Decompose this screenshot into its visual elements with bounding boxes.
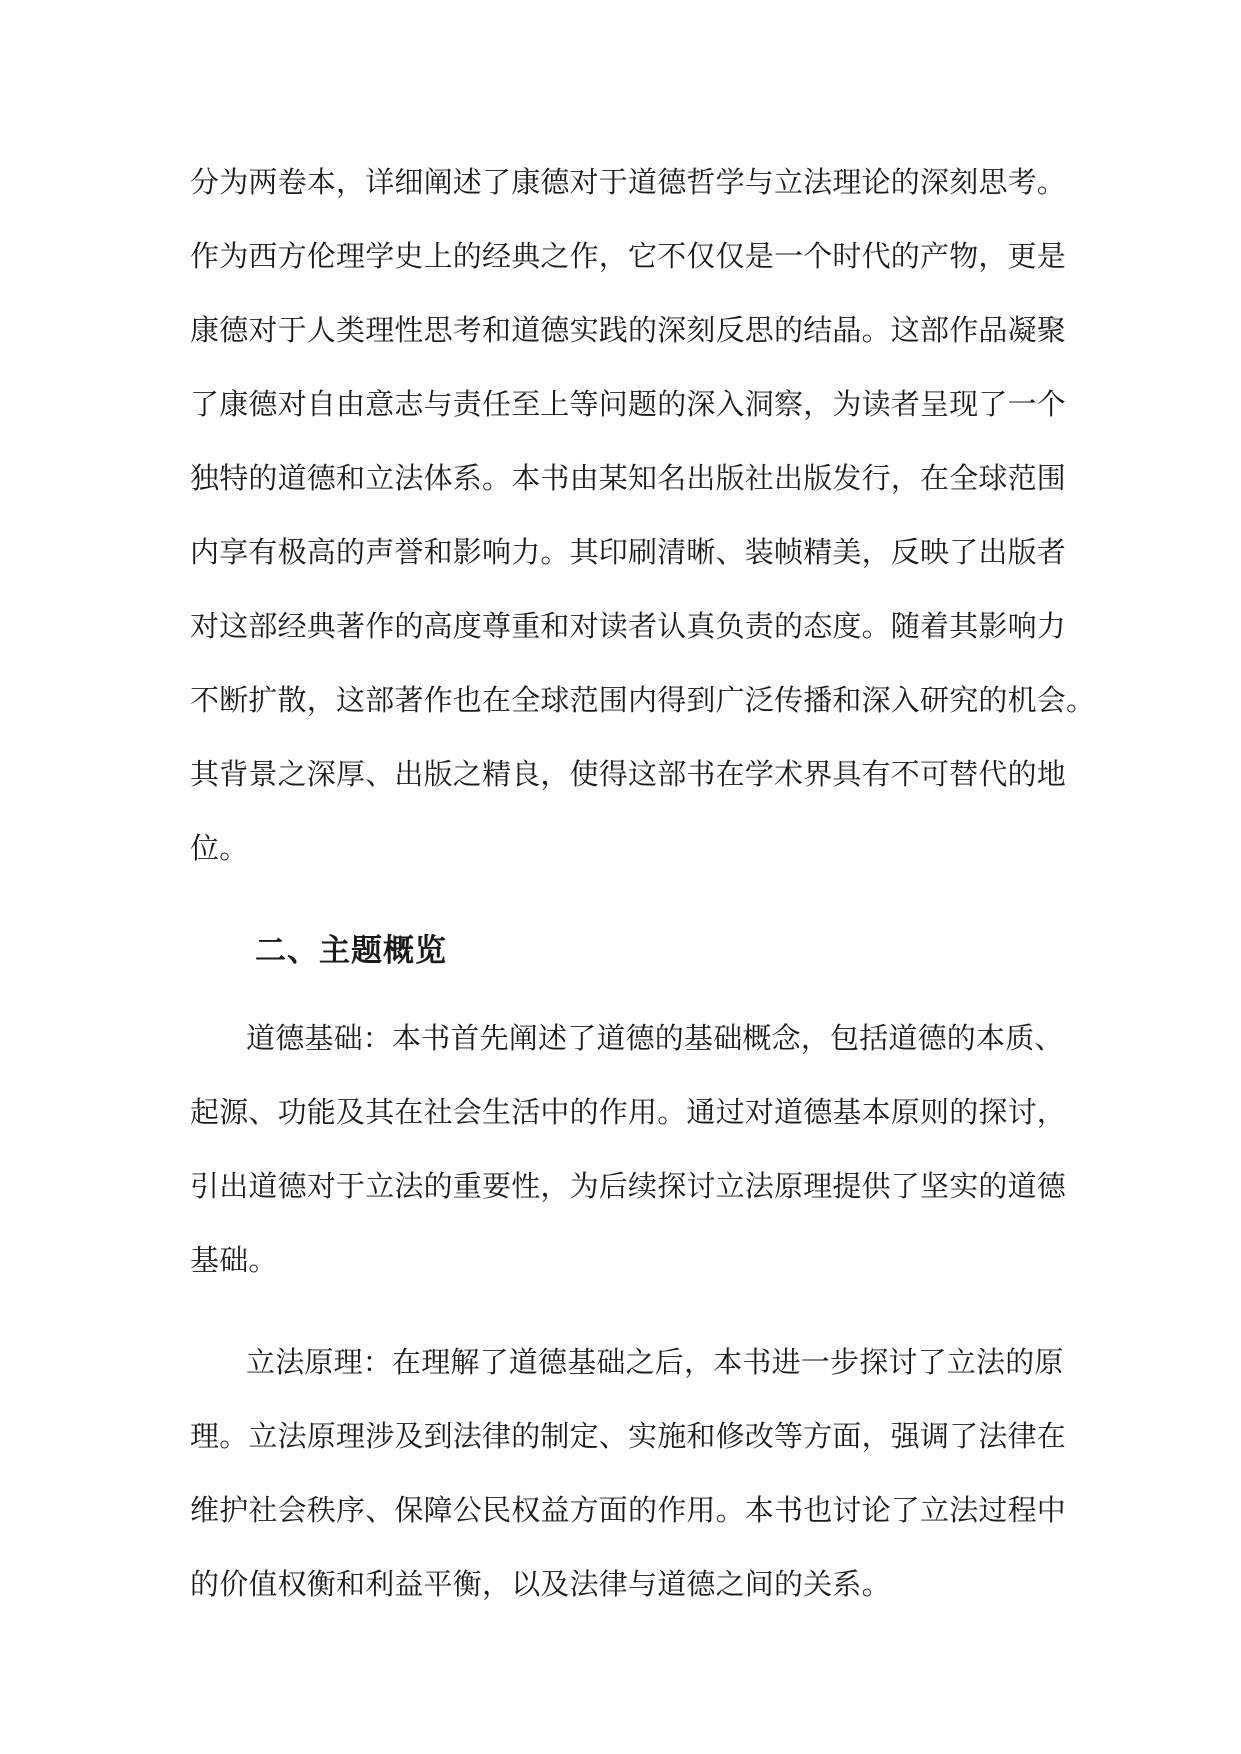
text-line: 理。立法原理涉及到法律的制定、实施和修改等方面，强调了法律在 [190,1419,1067,1453]
paragraph-legislation-principles [190,1325,1067,1621]
text-line: 分为两卷本，详细阐述了康德对于道德哲学与立法理论的深刻思考。 [190,165,1067,199]
text-line: 引出道德对于立法的重要性，为后续探讨立法原理提供了坚实的道德 [190,1169,1067,1203]
text-line: 了康德对自由意志与责任至上等问题的深入洞察，为读者呈现了一个 [190,387,1067,421]
text-line: 不断扩散，这部著作也在全球范围内得到广泛传播和深入研究的机会。 [190,683,1096,717]
text-line: 对这部经典著作的高度尊重和对读者认真负责的态度。随着其影响力 [190,609,1067,643]
text-line: 康德对于人类理性思考和道德实践的深刻反思的结晶。这部作品凝聚 [190,313,1067,347]
section-heading: 二、主题概览 [255,933,447,969]
text-line: 起源、功能及其在社会生活中的作用。通过对道德基本原则的探讨， [190,1095,1067,1129]
text-line: 立法原理：在理解了道德基础之后，本书进一步探讨了立法的原 [246,1345,1064,1379]
text-line: 其背景之深厚、出版之精良，使得这部书在学术界具有不可替代的地 [190,757,1067,791]
text-line: 基础。 [190,1243,278,1277]
paragraph-background [190,145,1096,885]
paragraph-moral-foundation [190,1001,1067,1297]
text-line: 作为西方伦理学史上的经典之作，它不仅仅是一个时代的产物，更是 [190,239,1067,273]
text-line: 独特的道德和立法体系。本书由某知名出版社出版发行，在全球范围 [190,461,1067,495]
text-line: 维护社会秩序、保障公民权益方面的作用。本书也讨论了立法过程中 [190,1493,1067,1527]
text-line: 内享有极高的声誉和影响力。其印刷清晰、装帧精美，反映了出版者 [190,535,1067,569]
text-line: 道德基础：本书首先阐述了道德的基础概念，包括道德的本质、 [246,1021,1064,1055]
text-line: 位。 [190,831,249,865]
text-line: 的价值权衡和利益平衡，以及法律与道德之间的关系。 [190,1567,891,1601]
